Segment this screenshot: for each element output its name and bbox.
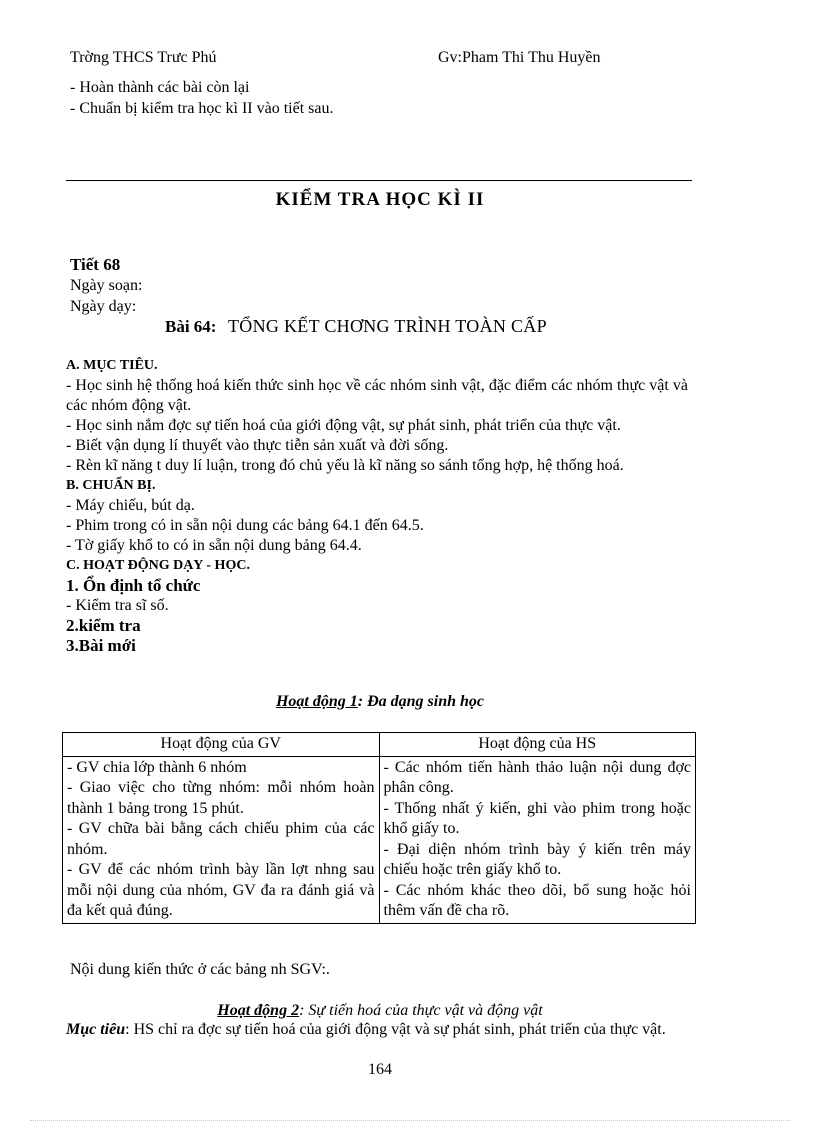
content-note: Nội dung kiến thức ở các bảng nh SGV:. (70, 961, 330, 978)
step-1-item: - Kiểm tra sĩ số. (66, 597, 169, 614)
gv-item: - GV để các nhóm trình bày lần lợt nhng sau mỗi nội dung của nhóm, GV đa ra đánh giá và đa kết quả đúng. (67, 861, 375, 919)
objective-item: - Rèn kĩ năng t duy lí luận, trong đó chủ yếu là kĩ năng so sánh tổng hợp, hệ thống hoá. (66, 457, 624, 474)
objective-text: : HS chỉ ra đợc sự tiến hoá của giới động vật và sự phát sinh, phát triển của thực vật. (125, 1021, 666, 1038)
gv-item: - Giao việc cho từng nhóm: mỗi nhóm hoàn thành 1 bảng trong 15 phút. (67, 779, 375, 817)
prep-item: - Phim trong có in sẵn nội dung các bảng 64.1 đến 64.5. (66, 517, 424, 534)
hs-cell (379, 756, 696, 923)
page-bottom-line (30, 1120, 790, 1121)
header-school: Trờng THCS Trưc Phú (70, 49, 217, 66)
activity-1-heading (0, 692, 760, 712)
teach-date-label: Ngày dạy: (70, 298, 137, 315)
activity-table (62, 732, 696, 924)
lesson-body (66, 356, 688, 656)
step-2: 2.kiểm tra (66, 616, 141, 635)
step-1: 1. Ổn định tổ chức (66, 576, 201, 595)
activity-1-title: : Đa dạng sinh học (357, 693, 485, 710)
objective-item: - Học sinh nắm đợc sự tiến hoá của giới động vật, sự phát sinh, phát triển của thực vật. (66, 417, 621, 434)
table-row (63, 756, 696, 923)
prep-date-label: Ngày soạn: (70, 277, 143, 294)
lesson-title: TỔNG KẾT CHƠNG TRÌNH TOÀN CẤP (228, 316, 547, 336)
step-3: 3.Bài mới (66, 636, 136, 655)
column-header-gv: Hoạt động của GV (63, 733, 380, 757)
section-a-heading: A. MỤC TIÊU. (66, 358, 158, 373)
gv-item: - GV chữa bài bằng cách chiếu phim của các nhóm. (67, 820, 375, 858)
lesson-label: Bài 64: (165, 317, 217, 336)
section-b-heading: B. CHUẨN BỊ. (66, 478, 156, 493)
header-teacher: Gv:Pham Thi Thu Huyền (438, 49, 601, 66)
hs-item: - Các nhóm tiến hành thảo luận nội dung đợc phân công. (383, 758, 691, 796)
objective-item: - Biết vận dụng lí thuyết vào thực tiễn sản xuất và đời sống. (66, 437, 449, 454)
prep-item: - Máy chiếu, bút dạ. (66, 497, 195, 514)
hs-item: - Các nhóm khác theo dõi, bổ sung hoặc hỏi thêm vấn đề cha rõ. (383, 881, 691, 919)
column-header-hs: Hoạt động của HS (379, 733, 696, 757)
activity-2-title: : Sự tiến hoá của thực vật và động vật (299, 1002, 543, 1019)
objective-label: Mục tiêu (66, 1021, 126, 1038)
exam-title: KIỂM TRA HỌC KÌ II (275, 189, 485, 210)
lesson-number: Tiết 68 (70, 255, 121, 274)
page-number: 164 (368, 1061, 392, 1078)
activity-2-heading (0, 1001, 760, 1021)
objective-item: - Học sinh hệ thống hoá kiến thức sinh học về các nhóm sinh vật, đặc điểm các nhóm thực vật và các nhóm động vật. (66, 377, 688, 414)
objective-paragraph (66, 1020, 688, 1040)
prep-item: - Tờ giấy khổ to có in sẵn nội dung bảng 64.4. (66, 537, 362, 554)
section-c-heading: C. HOẠT ĐỘNG DẠY - HỌC. (66, 558, 250, 573)
hs-item: - Đại diện nhóm trình bày ý kiến trên máy chiếu hoặc trên giấy khổ to. (383, 840, 691, 878)
gv-cell (63, 756, 380, 923)
intro-line: - Chuẩn bị kiểm tra học kì II vào tiết sau. (70, 100, 334, 117)
activity-1-label: Hoạt động 1 (275, 693, 358, 710)
intro-line: - Hoàn thành các bài còn lại (70, 79, 250, 96)
activity-2-label: Hoạt động 2 (217, 1002, 300, 1019)
hs-item: - Thống nhất ý kiến, ghi vào phim trong hoặc khổ giấy to. (383, 799, 691, 837)
divider (66, 180, 692, 181)
gv-item: - GV chia lớp thành 6 nhóm (67, 758, 247, 776)
